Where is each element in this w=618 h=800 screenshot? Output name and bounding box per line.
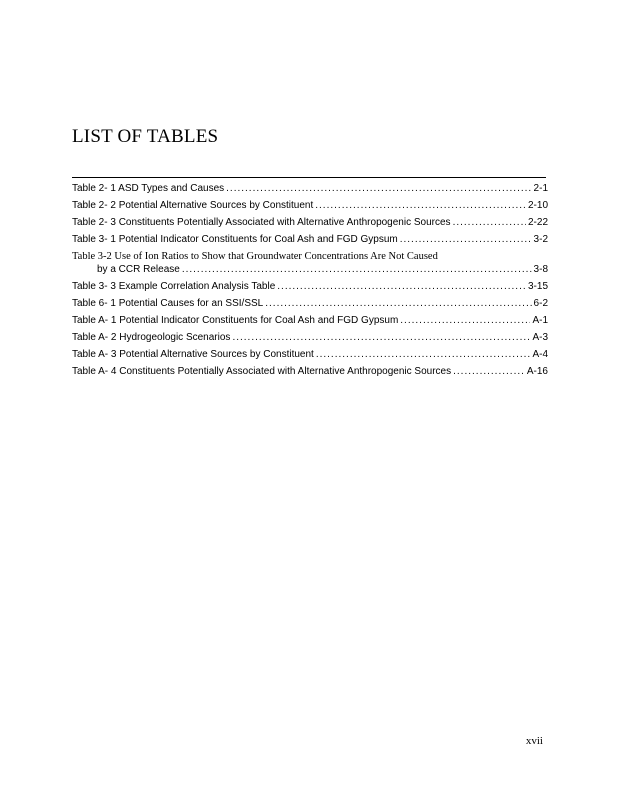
toc-entry[interactable] bbox=[72, 233, 548, 246]
toc-entry-page: 6-2 bbox=[533, 298, 548, 309]
dot-leader bbox=[265, 297, 531, 310]
dot-leader bbox=[277, 280, 526, 293]
dot-leader bbox=[400, 314, 530, 327]
toc-entry-label: Table 6- 1 Potential Causes for an SSI/SSL bbox=[72, 298, 264, 309]
toc-entry-label: Table 2- 1 ASD Types and Causes bbox=[72, 183, 225, 194]
toc-entry-continuation bbox=[72, 263, 548, 276]
toc-entry-label: Table 2- 2 Potential Alternative Sources by Constituent bbox=[72, 200, 314, 211]
toc-entry-label: Table A- 3 Potential Alternative Sources by Constituent bbox=[72, 349, 314, 360]
dot-leader bbox=[232, 331, 530, 344]
toc-entry-page: 3-8 bbox=[533, 264, 548, 275]
toc-entry-page: 3-2 bbox=[533, 234, 548, 245]
toc-entry-page: 3-15 bbox=[527, 281, 548, 292]
toc-entry[interactable] bbox=[72, 199, 548, 212]
toc-entry[interactable] bbox=[72, 280, 548, 293]
toc-entry-page: 2-22 bbox=[527, 217, 548, 228]
heading-rule bbox=[72, 177, 546, 178]
toc-entry[interactable] bbox=[72, 365, 548, 378]
dot-leader bbox=[226, 182, 531, 195]
dot-leader bbox=[453, 365, 525, 378]
toc-entry-page: A-3 bbox=[532, 332, 548, 343]
toc-entry[interactable] bbox=[72, 331, 548, 344]
toc-entry[interactable] bbox=[72, 348, 548, 361]
toc-entry-page: A-16 bbox=[526, 366, 548, 377]
toc-entry[interactable] bbox=[72, 250, 548, 276]
toc-entry-page: 2-1 bbox=[533, 183, 548, 194]
toc-entry-label: Table 3- 3 Example Correlation Analysis Table bbox=[72, 281, 276, 292]
toc-entry[interactable] bbox=[72, 216, 548, 229]
page-title: LIST OF TABLES bbox=[72, 126, 219, 147]
toc-entry-page: 2-10 bbox=[527, 200, 548, 211]
toc-entry-label-line2: by a CCR Release bbox=[97, 264, 180, 275]
toc-entry-page: A-1 bbox=[532, 315, 548, 326]
toc-entry-label: Table A- 1 Potential Indicator Constituents for Coal Ash and FGD Gypsum bbox=[72, 315, 399, 326]
toc-entry[interactable] bbox=[72, 314, 548, 327]
toc-entry-label: Table 3- 1 Potential Indicator Constituents for Coal Ash and FGD Gypsum bbox=[72, 234, 398, 245]
list-of-tables bbox=[72, 182, 548, 382]
dot-leader bbox=[315, 199, 526, 212]
page-number: xvii bbox=[525, 735, 543, 747]
dot-leader bbox=[400, 233, 532, 246]
dot-leader bbox=[182, 263, 532, 276]
toc-entry-label: Table 2- 3 Constituents Potentially Associated with Alternative Anthropogenic Sources bbox=[72, 217, 451, 228]
dot-leader bbox=[453, 216, 526, 229]
dot-leader bbox=[316, 348, 531, 361]
toc-entry-page: A-4 bbox=[532, 349, 548, 360]
toc-entry-label: Table A- 4 Constituents Potentially Associated with Alternative Anthropogenic Sources bbox=[72, 366, 452, 377]
toc-entry-label: Table 3-2 Use of Ion Ratios to Show that Groundwater Concentrations Are Not Caused bbox=[72, 251, 438, 262]
toc-entry[interactable] bbox=[72, 182, 548, 195]
toc-entry-label: Table A- 2 Hydrogeologic Scenarios bbox=[72, 332, 231, 343]
toc-entry[interactable] bbox=[72, 297, 548, 310]
